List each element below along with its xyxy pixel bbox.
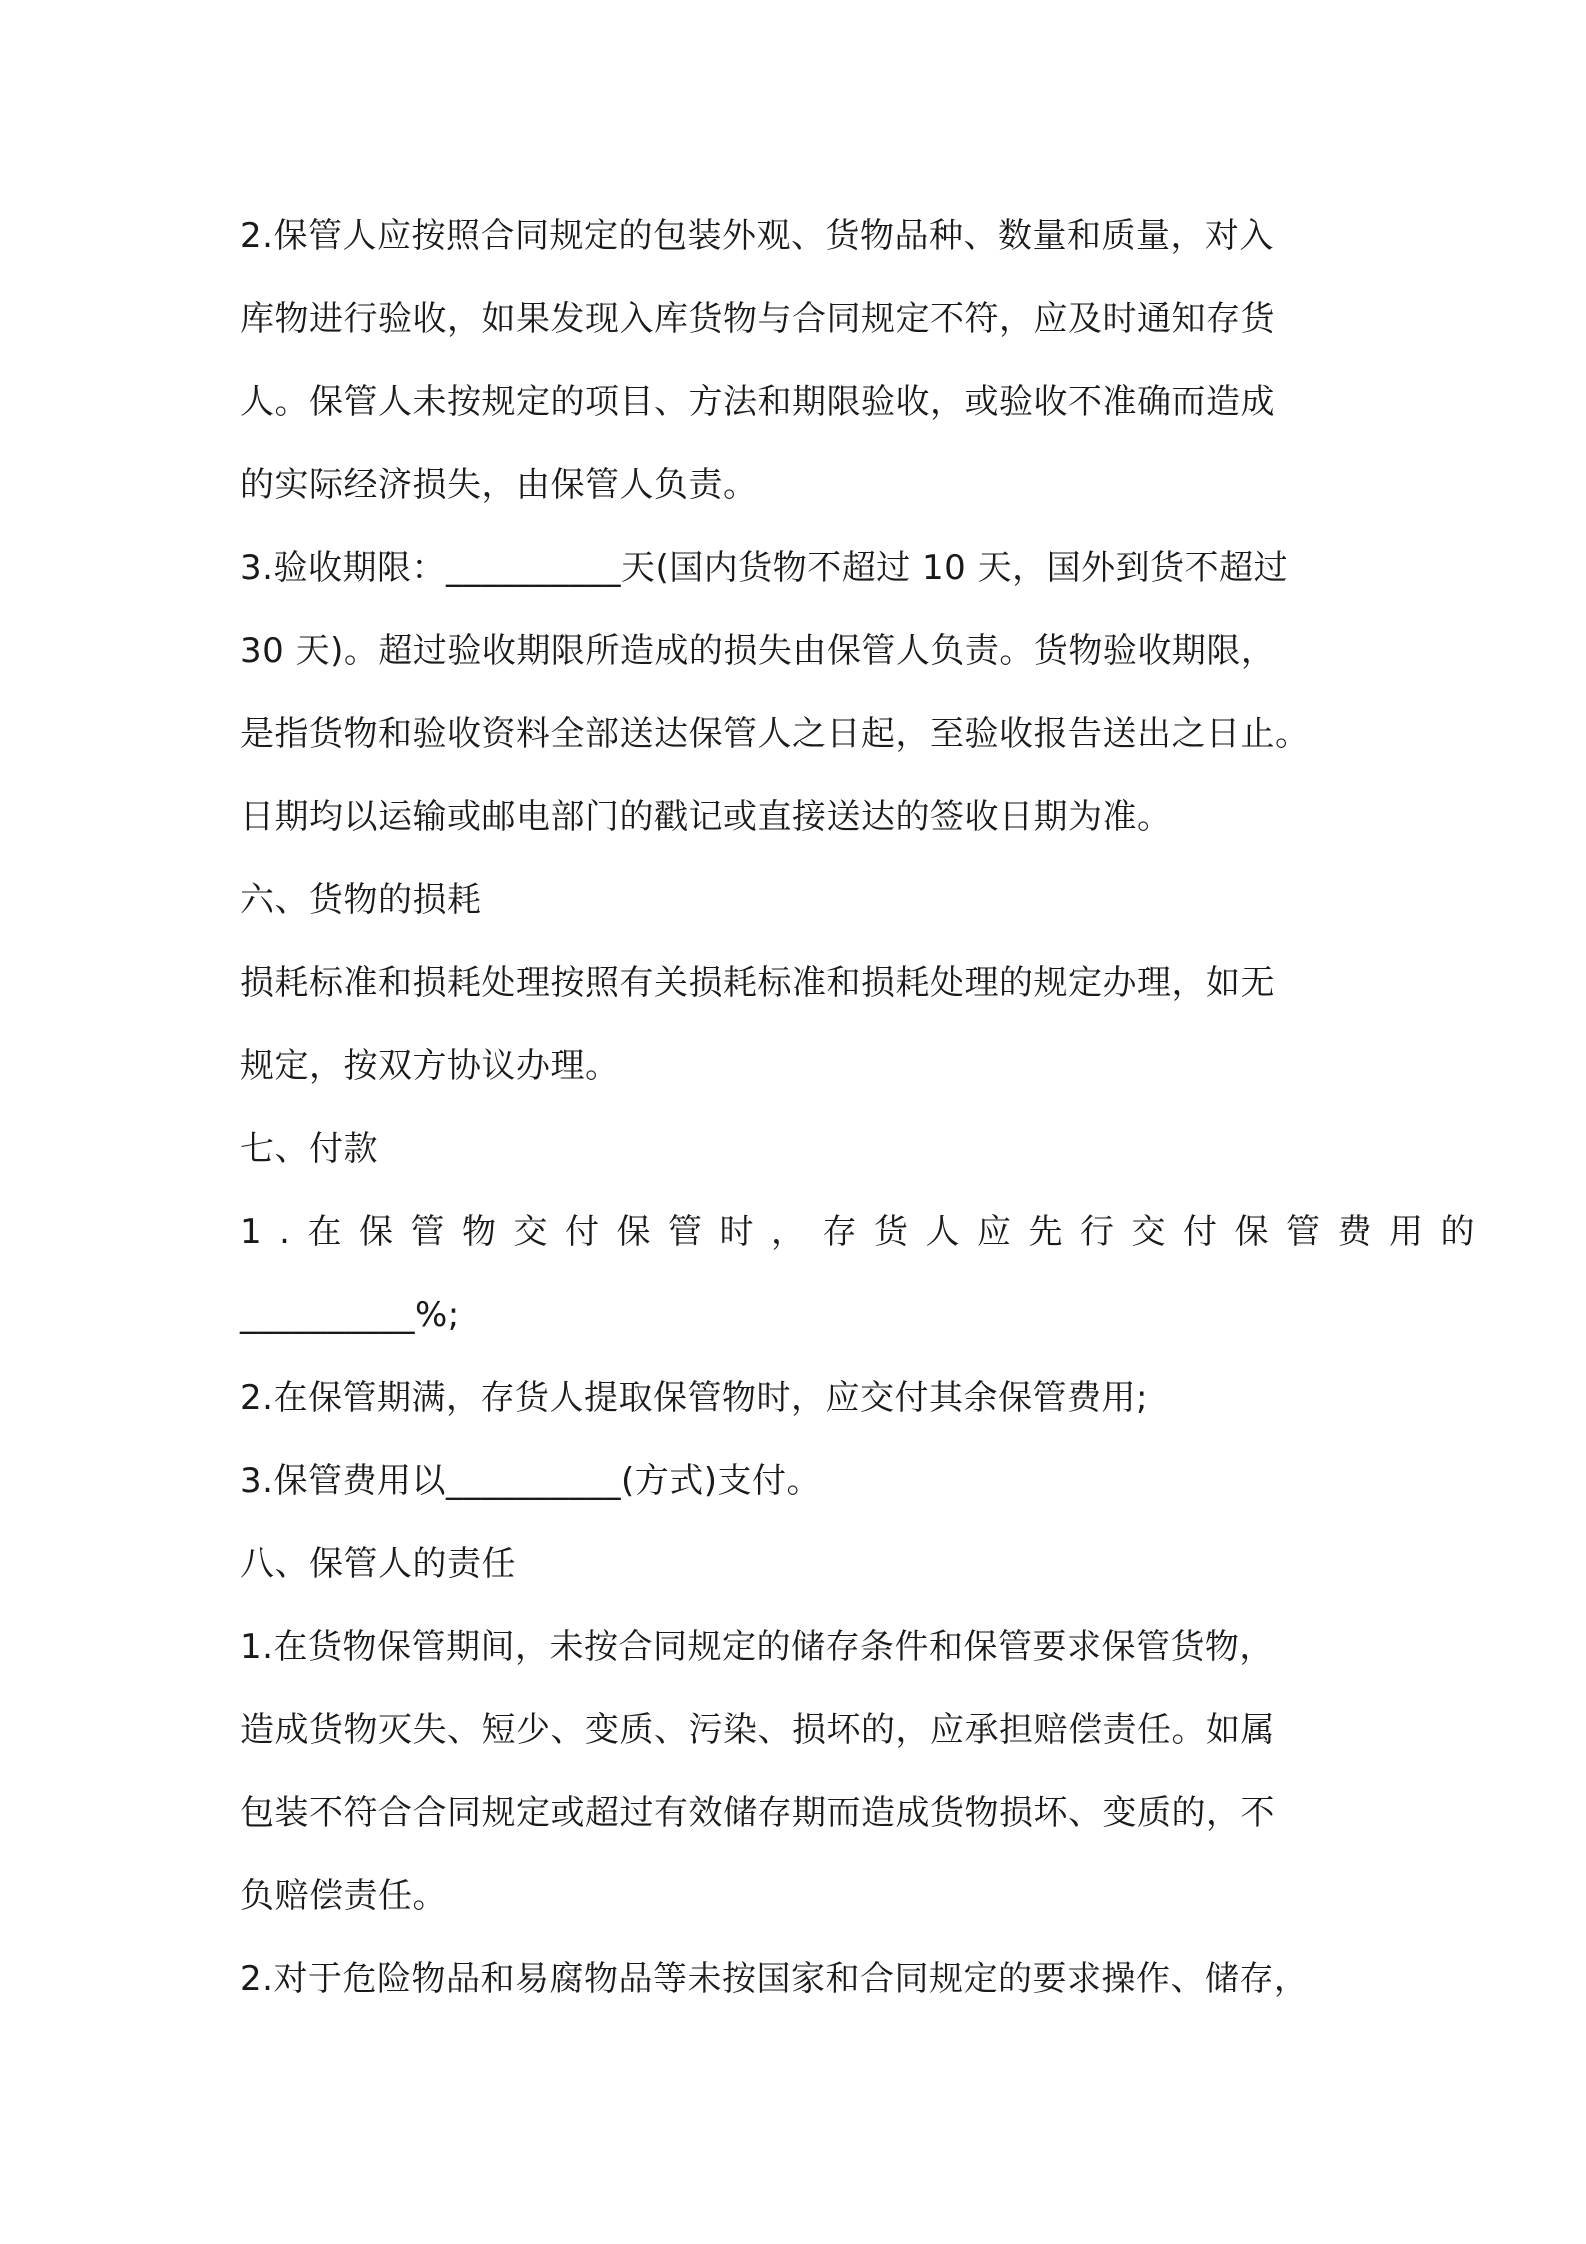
section-6-heading: 六、货物的损耗 — [240, 880, 482, 920]
clause-5-3-line-2: 30 天)。超过验收期限所造成的损失由保管人负责。货物验收期限， — [240, 631, 1276, 671]
section-6-line-1: 损耗标准和损耗处理按照有关损耗标准和损耗处理的规定办理，如无 — [240, 963, 1275, 1003]
section-7-heading: 七、付款 — [240, 1129, 378, 1169]
clause-8-1-line-3: 包装不符合合同规定或超过有效储存期而造成货物损坏、变质的，不 — [240, 1793, 1275, 1833]
document-body — [240, 195, 1492, 2021]
clause-7-1-line-2: __________%; — [240, 1295, 460, 1335]
clause-5-3-line-4: 日期均以运输或邮电部门的戳记或直接送达的签收日期为准。 — [240, 797, 1172, 837]
clause-5-2-line-4: 的实际经济损失，由保管人负责。 — [240, 465, 758, 505]
section-6-line-2: 规定，按双方协议办理。 — [240, 1046, 620, 1086]
clause-8-2-line-1: 2.对于危险物品和易腐物品等未按国家和合同规定的要求操作、储存， — [240, 1959, 1309, 1999]
clause-5-2-line-1: 2.保管人应按照合同规定的包装外观、货物品种、数量和质量，对入 — [240, 216, 1274, 256]
clause-7-2: 2.在保管期满，存货人提取保管物时，应交付其余保管费用; — [240, 1378, 1148, 1418]
clause-5-3-line-1: 3.验收期限：__________天(国内货物不超过 10 天，国外到货不超过 — [240, 548, 1289, 588]
clause-8-1-line-4: 负赔偿责任。 — [240, 1876, 447, 1916]
clause-8-1-line-1: 1.在货物保管期间，未按合同规定的储存条件和保管要求保管货物， — [240, 1627, 1274, 1667]
clause-7-1-line-1: 1.在保管物交付保管时，存货人应先行交付保管费用的 — [240, 1212, 1492, 1252]
clause-7-3: 3.保管费用以__________(方式)支付。 — [240, 1461, 821, 1501]
section-8-heading: 八、保管人的责任 — [240, 1544, 516, 1584]
clause-5-2-line-2: 库物进行验收，如果发现入库货物与合同规定不符，应及时通知存货 — [240, 299, 1275, 339]
clause-8-1-line-2: 造成货物灭失、短少、变质、污染、损坏的，应承担赔偿责任。如属 — [240, 1710, 1275, 1750]
clause-5-2-line-3: 人。保管人未按规定的项目、方法和期限验收，或验收不准确而造成 — [240, 382, 1275, 422]
clause-5-3-line-3: 是指货物和验收资料全部送达保管人之日起，至验收报告送出之日止。 — [240, 714, 1310, 754]
